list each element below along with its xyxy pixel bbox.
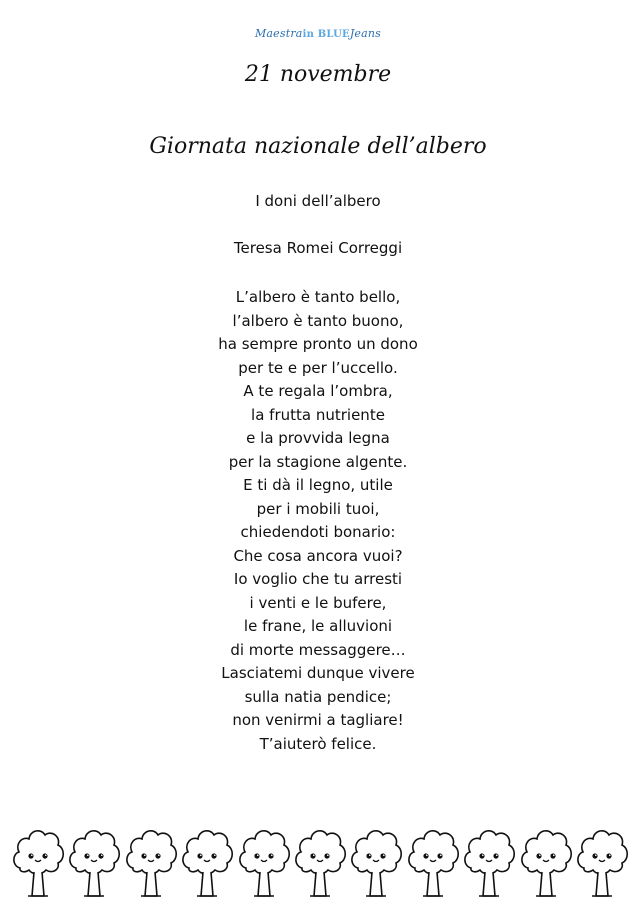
kawaii-tree-icon (236, 818, 292, 900)
poem-line: E ti dà il legno, utile (243, 476, 393, 494)
logo-text-post: Jeans (349, 26, 382, 40)
poem-line: per i mobili tuoi, (256, 499, 380, 518)
logo-text-pre: Maestra (254, 26, 303, 40)
poem-line: le frane, le alluvioni (243, 617, 393, 635)
poem-line: L’albero è tanto bello, (235, 288, 401, 306)
poem-line: Lasciatemi dunque vivere (221, 664, 415, 682)
poem-title: I doni dell’albero (255, 192, 381, 210)
kawaii-tree-icon (518, 818, 574, 900)
kawaii-tree-icon (348, 818, 404, 900)
poem-line: non venirmi a tagliare! (232, 711, 404, 729)
kawaii-tree-icon (123, 818, 179, 900)
logo-text (255, 27, 381, 40)
page-title: Giornata nazionale dell’albero (149, 134, 487, 159)
kawaii-tree-icon (66, 818, 122, 900)
poem-line: Io voglio che tu arresti (233, 570, 403, 588)
poem-line: Che cosa ancora vuoi? (233, 546, 403, 565)
poem-author: Teresa Romei Correggi (233, 239, 403, 257)
poem-line: i venti e le bufere, (249, 593, 387, 612)
kawaii-tree-icon (405, 818, 461, 900)
poem-line: per te e per l’uccello. (238, 358, 398, 377)
poem-line: di morte messaggere… (230, 640, 406, 659)
poem-line: A te regala l’ombra, (243, 382, 393, 400)
kawaii-tree-icon (10, 818, 66, 900)
poem-line: per la stagione algente. (228, 452, 408, 471)
tree-border (10, 818, 630, 900)
logo-text-mid: in BLUE (302, 28, 350, 40)
poem-line: sulla natia pendice; (244, 687, 392, 706)
poem-line: e la provvida legna (246, 429, 390, 447)
kawaii-tree-icon (574, 818, 630, 900)
kawaii-tree-icon (292, 818, 348, 900)
poem-line: la frutta nutriente (251, 405, 385, 424)
poem-body (0, 286, 636, 756)
poem-line: chiedendoti bonario: (240, 523, 396, 541)
site-logo (0, 20, 636, 46)
kawaii-tree-icon (461, 818, 517, 900)
poem-line: l’albero è tanto buono, (232, 311, 404, 330)
kawaii-tree-icon (179, 818, 235, 900)
date-heading: 21 novembre (244, 62, 392, 87)
poem-line: ha sempre pronto un dono (218, 335, 418, 353)
poem-line: T’aiuterò felice. (259, 734, 377, 753)
